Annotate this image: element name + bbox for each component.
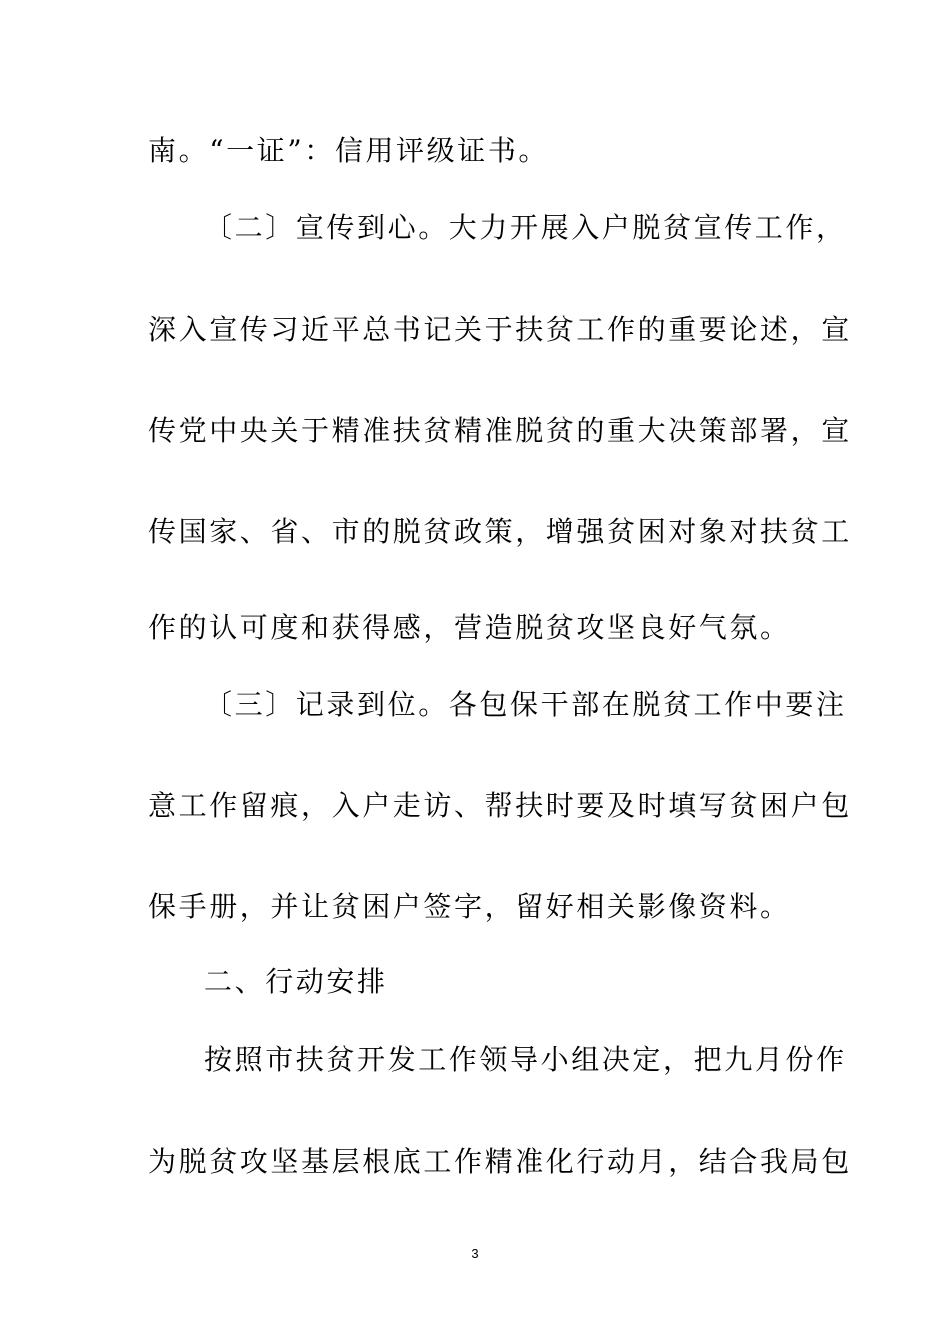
section-heading: 二、行动安排 [204, 965, 388, 998]
text-line-8: 意工作留痕，入户走访、帮扶时要及时填写贫困户包 [148, 789, 852, 822]
text-line-5: 传国家、省、市的脱贫政策，增强贫困对象对扶贫工 [148, 515, 852, 548]
text-line-2: 〔二〕宣传到心。大力开展入户脱贫宣传工作， [204, 211, 847, 244]
text-line-7: 〔三〕记录到位。各包保干部在脱贫工作中要注 [204, 688, 847, 721]
text-line-12: 为脱贫攻坚基层根底工作精准化行动月，结合我局包 [148, 1145, 852, 1178]
text-line-3: 深入宣传习近平总书记关于扶贫工作的重要论述，宣 [148, 313, 852, 346]
text-line-1: 南。“一证”：信用评级证书。 [148, 134, 550, 167]
page-number: 3 [471, 1246, 479, 1261]
text-line-11: 按照市扶贫开发工作领导小组决定，把九月份作 [204, 1043, 847, 1076]
text-line-9: 保手册，并让贫困户签字，留好相关影像资料。 [148, 890, 791, 923]
text-line-4: 传党中央关于精准扶贫精准脱贫的重大决策部署，宣 [148, 414, 852, 447]
text-line-6: 作的认可度和获得感，营造脱贫攻坚良好气氛。 [148, 611, 791, 644]
